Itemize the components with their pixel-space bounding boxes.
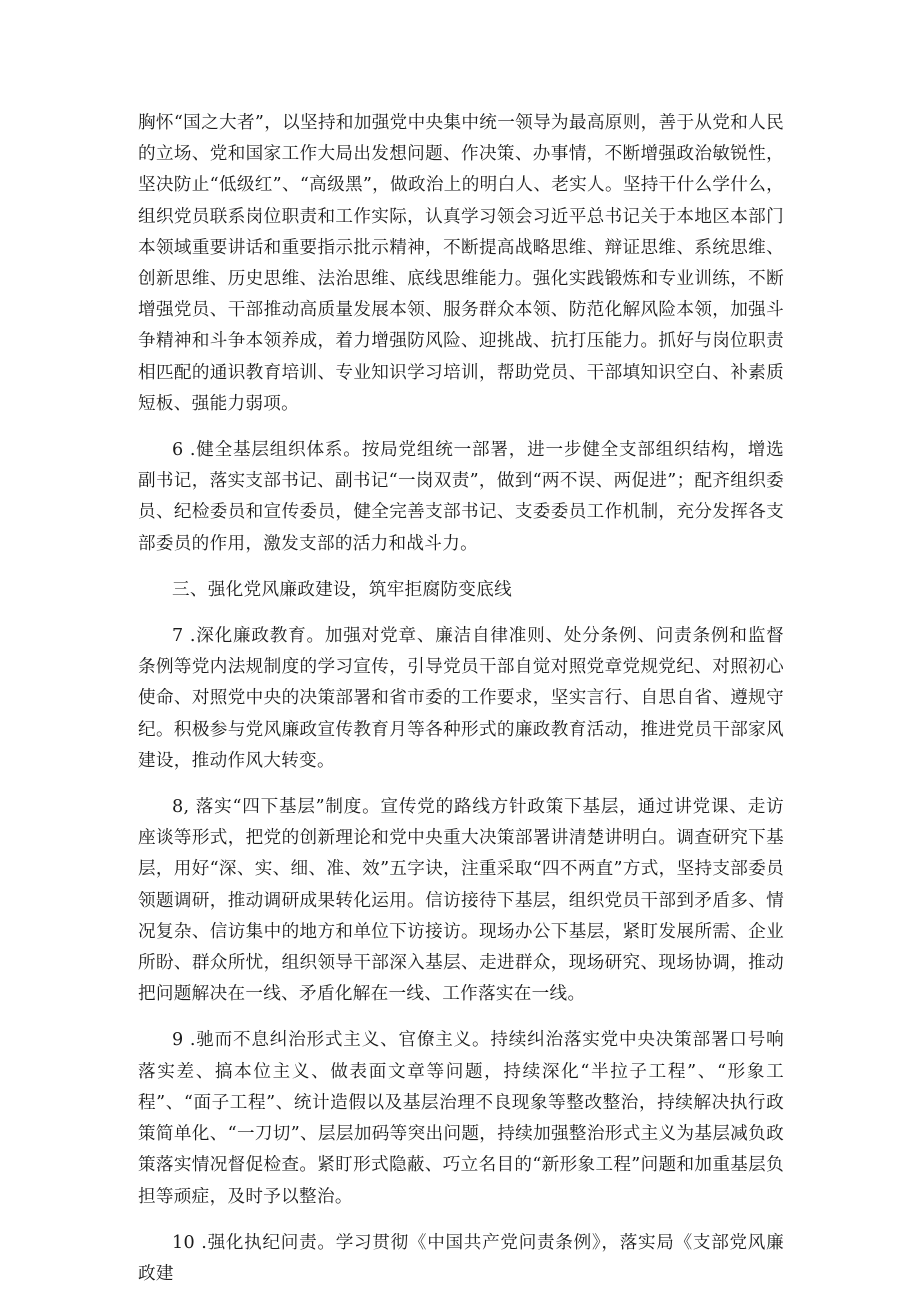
paragraph-item-8: 8, 落实“四下基层”制度。宣传党的路线方针政策下基层，通过讲党课、走访座谈等形式，把党的创新理论和党中央重大决策部署讲清楚讲明白。调查研究下基层，用好“深、实、细、准、效”五字诀，注重采取“四不两直”方式，坚持支部委员领题调研，推动调研成果转化运用。信访接待下基层，组织党员干部到矛盾多、情况复杂、信访集中的地方和单位下访接访。现场办公下基层，紧盯发展所需、企业所盼、群众所忧，组织领导干部深入基层、走进群众，现场研究、现场协调，推动把问题解决在一线、矛盾化解在一线、工作落实在一线。	[138, 797, 784, 1005]
paragraph-item-10: 10 .强化执纪问责。学习贯彻《中国共产党问责条例》，落实局《支部党风廉政建	[138, 1232, 784, 1284]
paragraph-item-7: 7 .深化廉政教育。加强对党章、廉洁自律准则、处分条例、问责条例和监督条例等党内法规制度的学习宣传，引导党员干部自觉对照党章党规党纪、对照初心使命、对照党中央的决策部署和省市委的工作要求，坚实言行、自思自省、遵规守纪。积极参与党风廉政宣传教育月等各种形式的廉政教育活动，推进党员干部家风建设，推动作风大转变。	[138, 626, 784, 771]
section-heading-3: 三、强化党风廉政建设，筑牢拒腐防变底线	[172, 579, 512, 600]
document-page	[138, 108, 784, 1305]
paragraph-item-6: 6 .健全基层组织体系。按局党组统一部署，进一步健全支部组织结构，增选副书记，落实支部书记、副书记“一岗双责”，做到“两不误、两促进”；配齐组织委员、纪检委员和宣传委员，健全完善支部书记、支委委员工作机制，充分发挥各支部委员的作用，激发支部的活力和战斗力。	[138, 440, 784, 554]
paragraph-item-9: 9 .驰而不息纠治形式主义、官僚主义。持续纠治落实党中央决策部署口号响落实差、搞本位主义、做表面文章等问题，持续深化“半拉子工程”、“形象工程”、“面子工程”、统计造假以及基层治理不良现象等整改整治，持续解决执行政策简单化、“一刀切”、层层加码等突出问题，持续加强整治形式主义为基层减负政策落实情况督促检查。紧盯形式隐蔽、巧立名目的“新形象工程”问题和加重基层负担等顽症，及时予以整治。	[138, 1030, 784, 1207]
paragraph-intro: 胸怀“国之大者”，以坚持和加强党中央集中统一领导为最高原则，善于从党和人民的立场、党和国家工作大局出发想问题、作决策、办事情，不断增强政治敏锐性，坚决防止“低级红”、“高级黑”，做政治上的明白人、老实人。坚持干什么学什么，组织党员联系岗位职责和工作实际，认真学习领会习近平总书记关于本地区本部门本领域重要讲话和重要指示批示精神，不断提高战略思维、辩证思维、系统思维、创新思维、历史思维、法治思维、底线思维能力。强化实践锻炼和专业训练，不断增强党员、干部推动高质量发展本领、服务群众本领、防范化解风险本领，加强斗争精神和斗争本领养成，着力增强防风险、迎挑战、抗打压能力。抓好与岗位职责相匹配的通识教育培训、专业知识学习培训，帮助党员、干部填知识空白、补素质短板、强能力弱项。	[138, 113, 784, 414]
